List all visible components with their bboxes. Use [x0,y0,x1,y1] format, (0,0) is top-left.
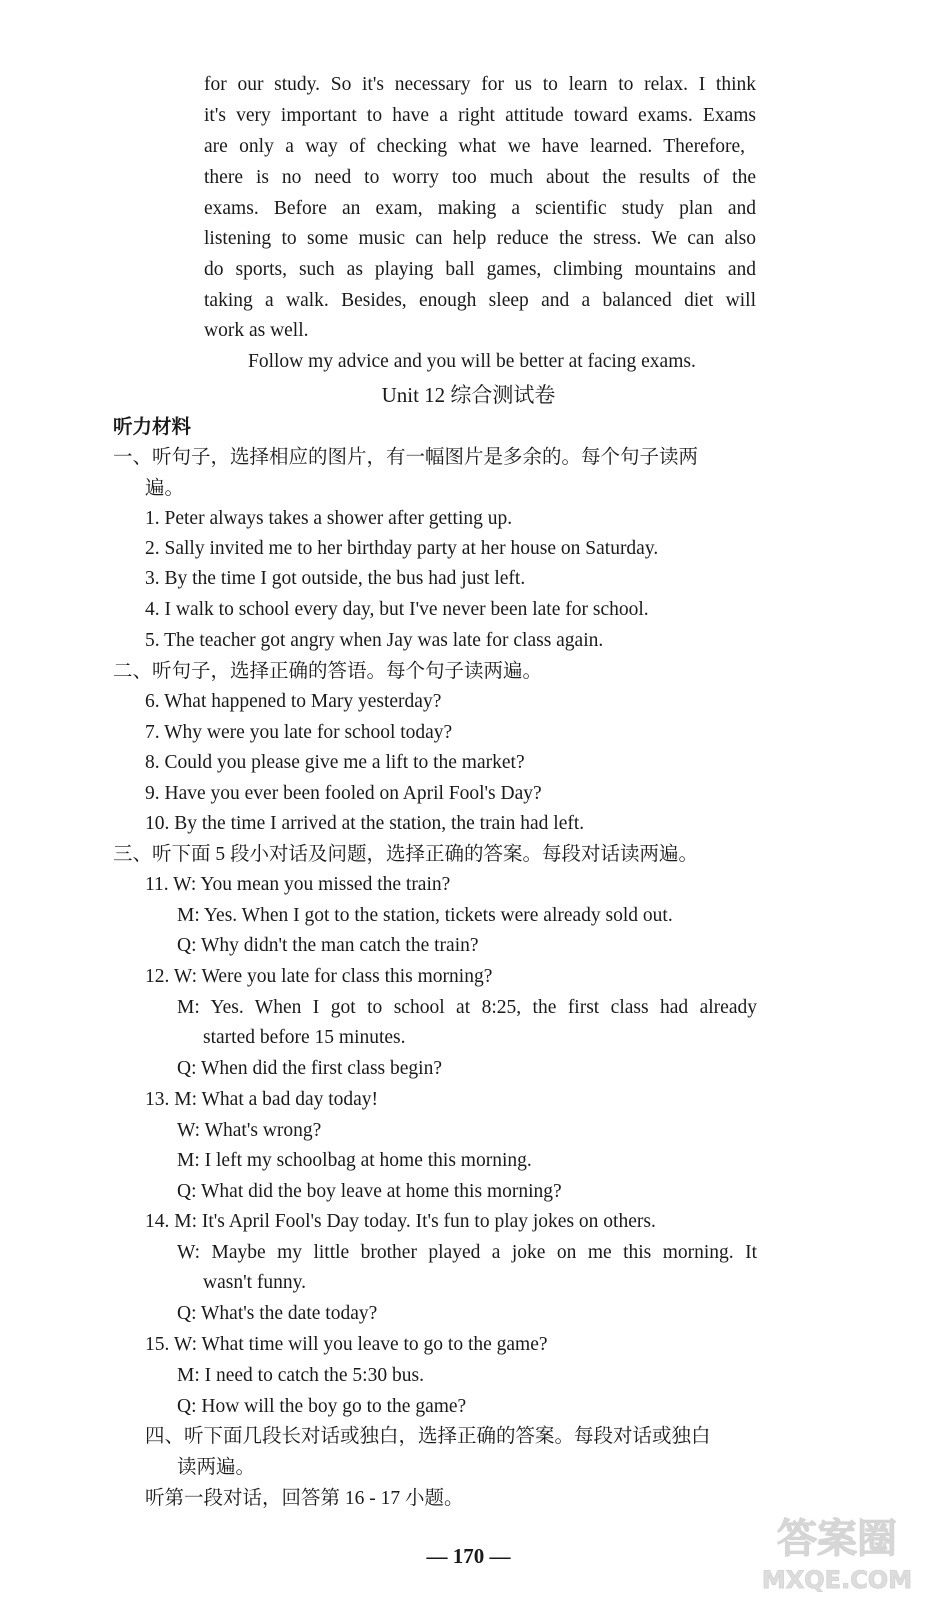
essay-line-3: are only a way of checking what we have learned. Therefore, [204,136,745,157]
section4-instruction-1: 四、听下面几段长对话或独白，选择正确的答案。每段对话或独白 [145,1426,711,1447]
dialogue-line: M: Yes. When I got to the station, tickets were already sold out. [177,905,673,926]
list-item: 6. What happened to Mary yesterday? [145,691,442,712]
page-number: — 170 — [426,1544,511,1568]
dialogue-line: 14. M: It's April Fool's Day today. It's fun to play jokes on others. [145,1211,656,1232]
list-item: 3. By the time I got outside, the bus had just left. [145,568,526,589]
essay-line-6: listening to some music can help reduce the stress. We can also [204,228,756,249]
list-item: 2. Sally invited me to her birthday party at her house on Saturday. [145,538,659,559]
essay-line-5: exams. Before an exam, making a scientific study plan and [204,198,756,219]
list-item: 9. Have you ever been fooled on April Fool's Day? [145,783,542,804]
watermark-cn: 答案圈 MXQE.COM [761,1516,913,1594]
dialogue-line: M: Yes. When I got to school at 8:25, the first class had already [177,997,757,1018]
watermark-logo-icon [747,1508,927,1596]
dialogue-line: started before 15 minutes. [203,1027,406,1048]
section2-instruction: 二、听句子，选择正确的答语。每个句子读两遍。 [113,661,543,682]
dialogue-line: Q: What did the boy leave at home this morning? [177,1181,562,1202]
section4-subheading: 听第一段对话，回答第 16 - 17 小题。 [145,1488,464,1509]
essay-closing: Follow my advice and you will be better at facing exams. [248,351,696,372]
dialogue-line: 15. W: What time will you leave to go to the game? [145,1334,548,1355]
dialogue-line: Q: What's the date today? [177,1303,378,1324]
essay-line-2: it's very important to have a right attitude toward exams. Exams [204,105,756,126]
list-item: 4. I walk to school every day, but I've never been late for school. [145,599,649,620]
dialogue-line: 12. W: Were you late for class this morning? [145,966,493,987]
essay-line-4: there is no need to worry too much about the results of the [204,167,756,188]
dialogue-line: 13. M: What a bad day today! [145,1089,379,1110]
dialogue-line: Q: When did the first class begin? [177,1058,442,1079]
dialogue-line: M: I left my schoolbag at home this morning. [177,1150,532,1171]
list-item: 1. Peter always takes a shower after getting up. [145,508,513,529]
dialogue-line: Q: Why didn't the man catch the train? [177,935,479,956]
dialogue-line: W: What's wrong? [177,1120,322,1141]
unit-title: Unit 12 综合测试卷 [381,383,556,407]
section4-instruction-2: 读两遍。 [177,1457,256,1478]
dialogue-line: wasn't funny. [203,1272,306,1293]
dialogue-line: M: I need to catch the 5:30 bus. [177,1365,424,1386]
section1-instruction-2: 遍。 [145,478,185,499]
listening-heading: 听力材料 [113,417,192,438]
dialogue-line: Q: How will the boy go to the game? [177,1396,467,1417]
essay-line-8: taking a walk. Besides, enough sleep and a balanced diet will [204,290,756,311]
essay-line-9: work as well. [204,320,309,341]
section3-instruction: 三、听下面 5 段小对话及问题，选择正确的答案。每段对话读两遍。 [113,844,699,865]
essay-line-1: for our study. So it's necessary for us to learn to relax. I think [204,74,756,95]
dialogue-line: 11. W: You mean you missed the train? [145,874,451,895]
list-item: 7. Why were you late for school today? [145,722,453,743]
list-item: 5. The teacher got angry when Jay was late for class again. [145,630,604,651]
essay-line-7: do sports, such as playing ball games, climbing mountains and [204,259,756,280]
list-item: 10. By the time I arrived at the station, the train had left. [145,813,585,834]
list-item: 8. Could you please give me a lift to the market? [145,752,525,773]
dialogue-line: W: Maybe my little brother played a joke on me this morning. It [177,1242,757,1263]
section1-instruction-1: 一、听句子，选择相应的图片，有一幅图片是多余的。每个句子读两 [113,447,699,468]
